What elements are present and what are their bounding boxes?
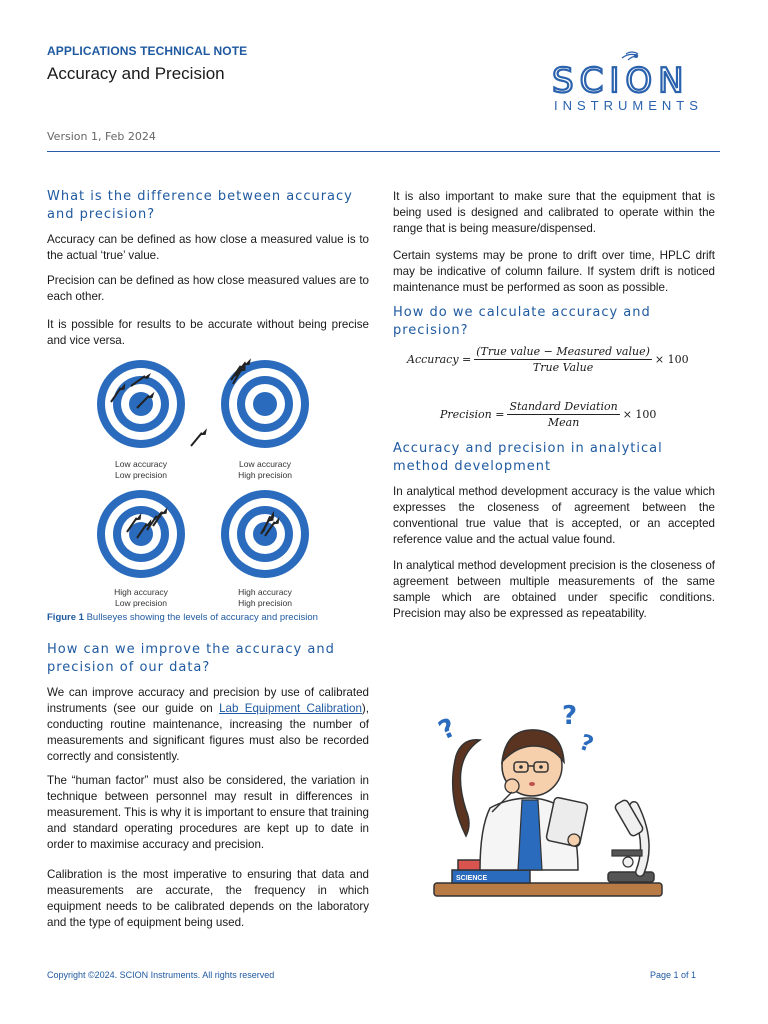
scientist-illustration xyxy=(432,700,677,900)
logo-word: SCION xyxy=(552,61,690,101)
accuracy-formula-fraction xyxy=(474,345,652,374)
paragraph-improve-start: We can improve accuracy and precision by use of calibrated instruments (see our guide on xyxy=(47,686,369,715)
bullseye-figure xyxy=(93,356,313,612)
label-t1-line1: Low accuracy xyxy=(115,459,167,469)
svg-text:?: ? xyxy=(434,712,461,747)
accuracy-formula xyxy=(407,345,689,374)
label-t1-line2: Low precision xyxy=(115,470,167,480)
precision-formula-multiplier: × 100 xyxy=(622,408,657,421)
section-heading-improve: How can we improve the accuracy and precision of our data? xyxy=(47,642,335,675)
figure-caption xyxy=(47,612,369,623)
accuracy-formula-numerator: (True value − Measured value) xyxy=(476,345,650,358)
paragraph-precision-definition: Precision can be defined as how close measured values are to each other. xyxy=(47,274,369,303)
scion-logo xyxy=(552,50,722,114)
figure-caption-label: Figure 1 xyxy=(47,612,84,623)
label-t4-line1: High accuracy xyxy=(238,587,292,597)
precision-formula xyxy=(440,400,656,429)
accuracy-formula-denominator: True Value xyxy=(532,361,594,374)
lab-calibration-link[interactable]: Lab Equipment Calibration xyxy=(219,702,362,715)
label-t3-line1: High accuracy xyxy=(114,587,168,597)
bullseye-low-accuracy-high-precision xyxy=(221,358,309,448)
precision-formula-fraction xyxy=(507,400,619,429)
bullseye-high-accuracy-high-precision xyxy=(221,490,309,578)
paragraph-method-accuracy: In analytical method development accuracy is the value which expresses the closeness of agreement between the conventional true value that is accepted, or an accepted reference value and the actual value found. xyxy=(393,485,715,546)
label-t4-line2: High precision xyxy=(238,598,292,608)
figure-caption-text: Bullseyes showing the levels of accuracy and precision xyxy=(83,612,318,623)
paragraph-improve xyxy=(47,685,369,765)
precision-formula-denominator: Mean xyxy=(547,416,580,429)
svg-text:?: ? xyxy=(575,730,597,759)
footer-copyright: Copyright ©2024. SCION Instruments. All rights reserved xyxy=(47,970,275,980)
book-label: SCIENCE xyxy=(456,875,488,882)
svg-text:?: ? xyxy=(562,701,578,731)
paragraph-human-factor: The “human factor” must also be considered, the variation in technique between personnel may result in differences in measurement. This is why it is important to ensure that training and standard operating procedures are kept up to date in order to maximise accuracy and precision. xyxy=(47,774,369,851)
version-label: Version 1, Feb 2024 xyxy=(47,130,156,143)
document-kicker: APPLICATIONS TECHNICAL NOTE xyxy=(47,44,248,58)
section-heading-difference: What is the difference between accuracy and precision? xyxy=(47,189,353,222)
section-heading-method-development: Accuracy and precision in analytical method development xyxy=(393,441,663,474)
precision-formula-numerator: Standard Deviation xyxy=(509,400,618,413)
label-t3-line2: Low precision xyxy=(115,598,167,608)
footer-page-number: Page 1 of 1 xyxy=(650,970,697,980)
document-title: Accuracy and Precision xyxy=(47,64,225,83)
paragraph-accuracy-definition: Accuracy can be defined as how close a measured value is to the actual ‘true’ value. xyxy=(47,233,369,262)
section-heading-calculate: How do we calculate accuracy and precision? xyxy=(393,305,651,338)
paragraph-improve-end: ), conducting routine maintenance, increasing the number of measurements and significant figures must also be recorded correctly and consistently. xyxy=(47,702,369,763)
paragraph-drift: Certain systems may be prone to drift over time, HPLC drift may be indicative of column failure. If system drift is noticed maintenance must be performed as soon as possible. xyxy=(393,249,715,294)
precision-formula-lhs: Precision = xyxy=(440,408,505,421)
paragraph-method-precision: In analytical method development precision is the closeness of agreement between multiple measurements of the same sample which are obtained under specific conditions. Precision may also be expressed as repeatability. xyxy=(393,559,715,620)
paragraph-calibration: Calibration is the most imperative to ensuring that data and measurements are accurate, the frequency in which equipment needs to be calibrated depends on the laboratory and the type of equipment being used. xyxy=(47,868,369,929)
bullseye-low-accuracy-low-precision xyxy=(97,360,210,448)
header-divider xyxy=(47,151,720,152)
bullseye-high-accuracy-low-precision xyxy=(97,490,185,578)
paragraph-equipment-range: It is also important to make sure that the equipment that is being used is designed and calibrated to operate within the range that is being measure/dispensed. xyxy=(393,190,715,235)
paragraph-accurate-vs-precise: It is possible for results to be accurate without being precise and vice versa. xyxy=(47,318,369,347)
logo-subword: INSTRUMENTS xyxy=(554,98,703,113)
accuracy-formula-lhs: Accuracy = xyxy=(407,353,472,366)
label-t2-line2: High precision xyxy=(238,470,292,480)
accuracy-formula-multiplier: × 100 xyxy=(654,353,689,366)
label-t2-line1: Low accuracy xyxy=(239,459,291,469)
